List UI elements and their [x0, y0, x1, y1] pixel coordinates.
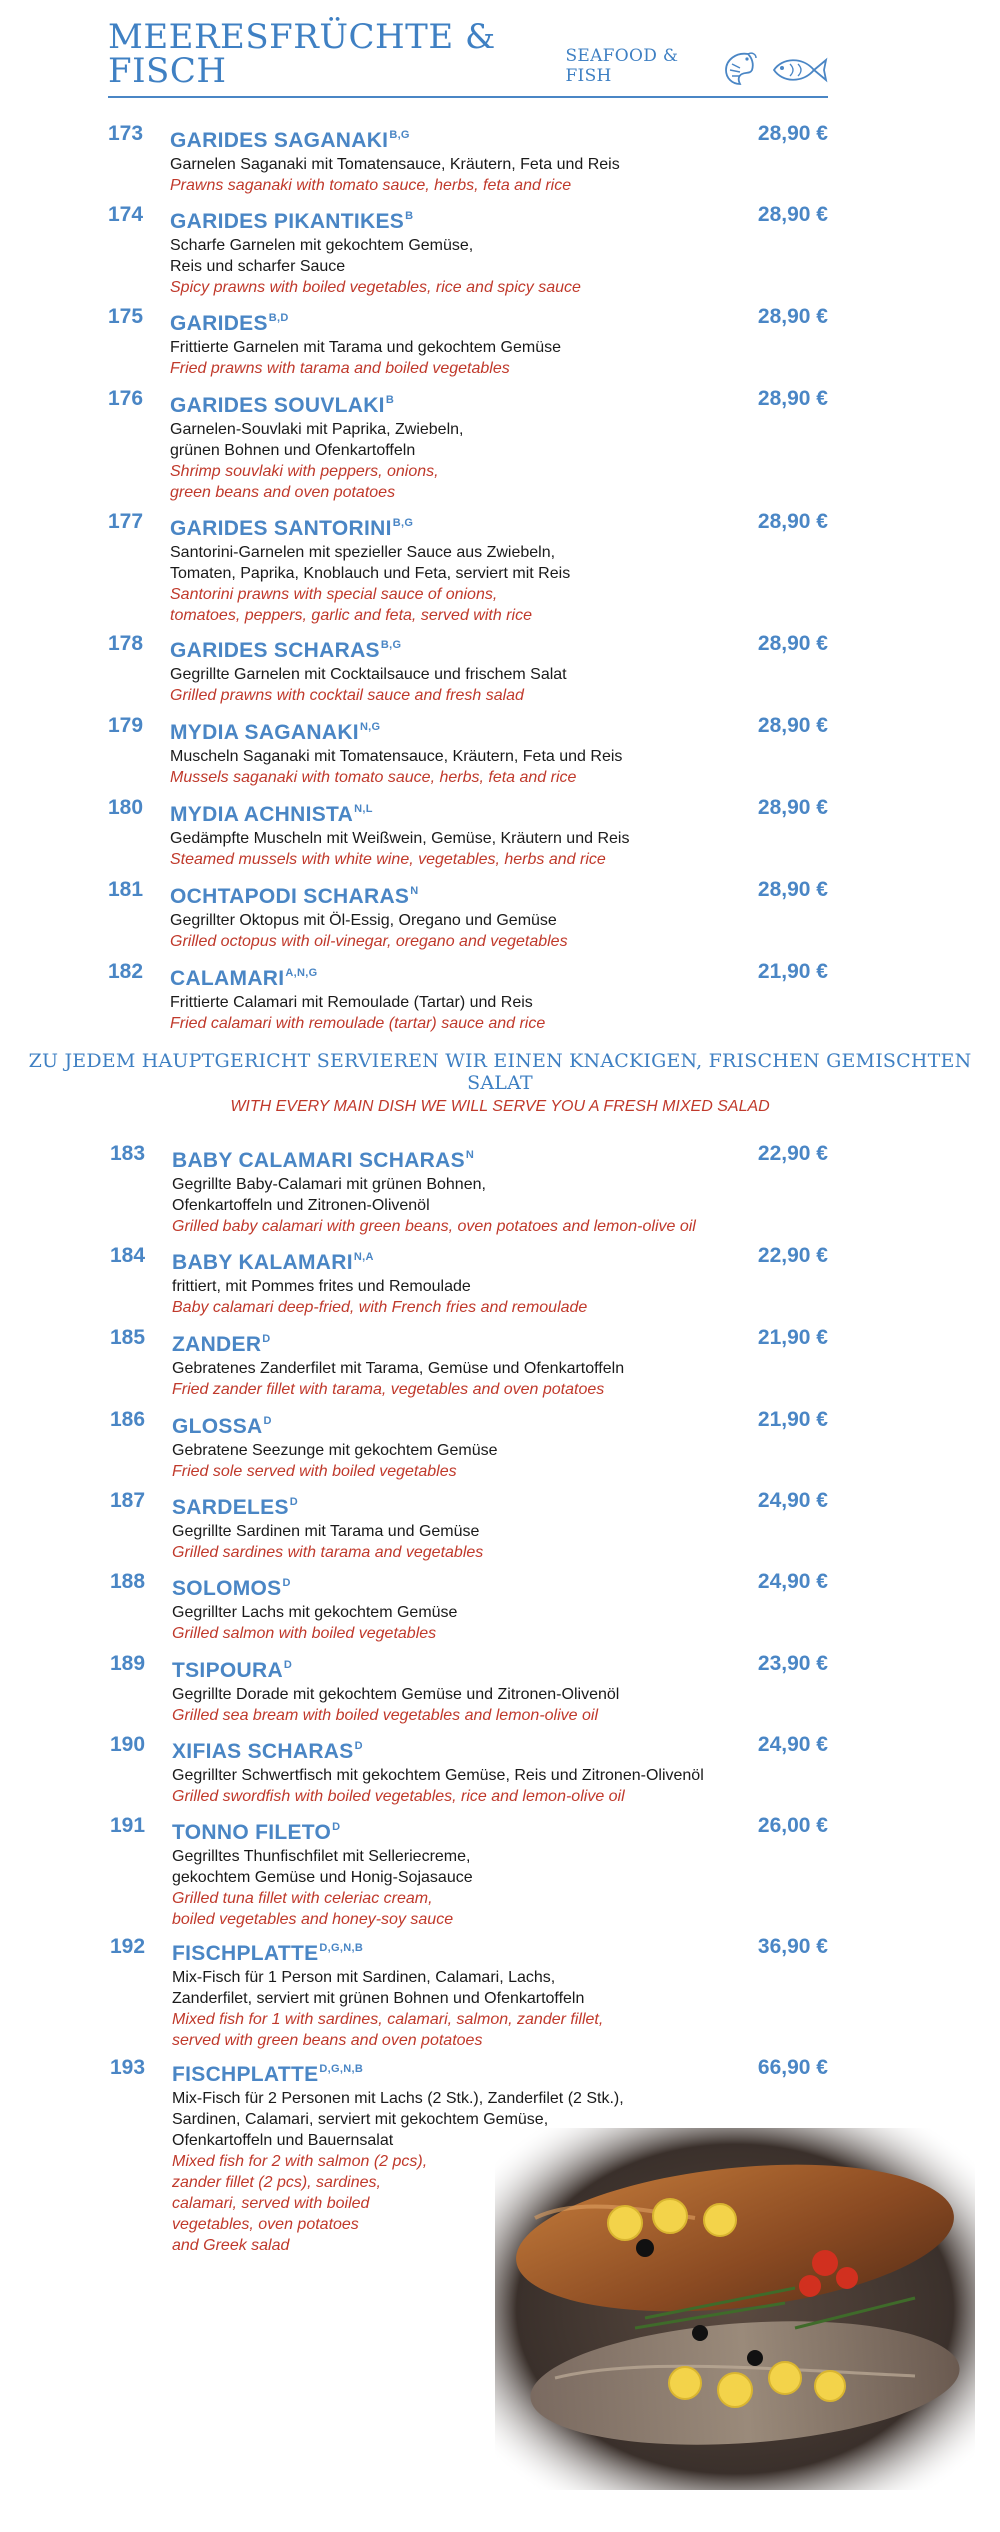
item-price: 66,90 € [757, 2056, 828, 2079]
allergen-codes: D [289, 1496, 299, 1508]
allergen-codes: D [332, 1821, 341, 1833]
item-description-en: Baby calamari deep-fried, with French fries and remoulade [172, 1299, 588, 1316]
item-description-de: Muscheln Saganaki mit Tomatensauce, Kräutern, Feta und Reis [170, 748, 623, 765]
item-description-en: and Greek salad [172, 2237, 290, 2254]
allergen-codes: D [262, 1333, 271, 1345]
item-description-en: Fried prawns with tarama and boiled vegetables [170, 360, 510, 377]
item-number: 193 [110, 2056, 146, 2079]
item-description-de: Mix-Fisch für 1 Person mit Sardinen, Calamari, Lachs, [172, 1969, 556, 1986]
item-name: GARIDES PIKANTIKES [170, 210, 405, 233]
item-name: ZANDER [172, 1333, 262, 1356]
item-name: BABY KALAMARI [172, 1251, 353, 1274]
item-price: 28,90 € [757, 878, 828, 901]
item-price: 26,00 € [757, 1814, 828, 1837]
item-description-en: Grilled swordfish with boiled vegetables, rice and lemon-olive oil [172, 1788, 625, 1805]
item-description-en: Spicy prawns with boiled vegetables, rice and spicy sauce [170, 279, 581, 296]
allergen-codes: N,L [354, 803, 373, 815]
item-description-en: Grilled octopus with oil-vinegar, oregano and vegetables [170, 933, 568, 950]
item-description-de: Frittierte Garnelen mit Tarama und gekochtem Gemüse [170, 339, 561, 356]
item-number: 179 [108, 714, 144, 737]
item-description-de: Gebratenes Zanderfilet mit Tarama, Gemüse und Ofenkartoffeln [172, 1360, 625, 1377]
item-description-de: Gegrillter Lachs mit gekochtem Gemüse [172, 1604, 458, 1621]
item-name: BABY CALAMARI SCHARAS [172, 1149, 465, 1172]
menu-header [108, 17, 828, 98]
allergen-codes: N [465, 1149, 475, 1161]
item-number: 173 [108, 122, 144, 145]
allergen-codes: D,G,N,B [319, 2063, 364, 2075]
item-description-de: Gegrillter Oktopus mit Öl-Essig, Oregano und Gemüse [170, 912, 557, 929]
item-name: OCHTAPODI SCHARAS [170, 885, 410, 908]
allergen-codes: B [385, 394, 395, 406]
item-price: 21,90 € [757, 1326, 828, 1349]
item-price: 28,90 € [757, 632, 828, 655]
allergen-codes: D [354, 1740, 363, 1752]
item-description-de: Gegrillte Dorade mit gekochtem Gemüse und Zitronen-Olivenöl [172, 1686, 620, 1703]
item-description-de: Gegrilltes Thunfischfilet mit Selleriecreme, [172, 1848, 471, 1865]
item-name: SARDELES [172, 1496, 289, 1519]
item-number: 176 [108, 387, 144, 410]
allergen-codes: B,D [268, 312, 289, 324]
item-description-en: Mixed fish for 1 with sardines, calamari, salmon, zander fillet, [172, 2011, 604, 2028]
section-subtitle: SEAFOOD & FISH [565, 46, 679, 86]
item-description-de: Sardinen, Calamari, serviert mit gekochtem Gemüse, [172, 2111, 549, 2128]
item-price: 22,90 € [757, 1142, 828, 1165]
item-description-en: Fried sole served with boiled vegetables [172, 1463, 457, 1480]
item-description-en: vegetables, oven potatoes [172, 2216, 359, 2233]
allergen-codes: D [263, 1415, 272, 1427]
salad-notice-en: WITH EVERY MAIN DISH WE WILL SERVE YOU A FRESH MIXED SALAD [230, 1098, 770, 1115]
item-description-en: Grilled baby calamari with green beans, oven potatoes and lemon-olive oil [172, 1218, 696, 1235]
item-description-de: gekochtem Gemüse und Honig-Sojasauce [172, 1869, 473, 1886]
item-name: SOLOMOS [172, 1577, 282, 1600]
allergen-codes: N,G [359, 721, 381, 733]
item-description-de: Gebratene Seezunge mit gekochtem Gemüse [172, 1442, 498, 1459]
item-description-en: calamari, served with boiled [172, 2195, 370, 2212]
item-number: 174 [108, 203, 144, 226]
item-name: GLOSSA [172, 1415, 263, 1438]
item-description-en: Grilled salmon with boiled vegetables [172, 1625, 437, 1642]
item-number: 184 [110, 1244, 146, 1267]
item-name: XIFIAS SCHARAS [172, 1740, 354, 1763]
header-icons [718, 50, 828, 88]
allergen-codes: D [282, 1577, 291, 1589]
allergen-codes: B,G [380, 639, 402, 651]
item-name: GARIDES SAGANAKI [170, 129, 389, 152]
item-description-de: Gegrillte Sardinen mit Tarama und Gemüse [172, 1523, 480, 1540]
allergen-codes: B,G [389, 129, 410, 141]
item-number: 182 [108, 960, 144, 983]
fish-platter-photo [495, 2128, 975, 2490]
item-description-de: Garnelen-Souvlaki mit Paprika, Zwiebeln, [170, 421, 464, 438]
item-description-en: Shrimp souvlaki with peppers, onions, [170, 463, 439, 480]
item-description-en: Prawns saganaki with tomato sauce, herbs, feta and rice [170, 177, 572, 194]
item-price: 23,90 € [757, 1652, 828, 1675]
salad-notice-de: ZU JEDEM HAUPTGERICHT SERVIEREN WIR EINEN KNACKIGEN, FRISCHEN GEMISCHTEN SALAT [28, 1050, 972, 1094]
item-price: 28,90 € [757, 714, 828, 737]
item-name: FISCHPLATTE [172, 1942, 319, 1965]
item-description-de: Ofenkartoffeln und Zitronen-Olivenöl [172, 1197, 430, 1214]
item-number: 191 [110, 1814, 146, 1837]
item-name: MYDIA SAGANAKI [170, 721, 359, 744]
item-description-en: Fried calamari with remoulade (tartar) sauce and rice [170, 1015, 546, 1032]
item-price: 28,90 € [757, 305, 828, 328]
item-description-de: grünen Bohnen und Ofenkartoffeln [170, 442, 416, 459]
item-number: 180 [108, 796, 144, 819]
item-price: 21,90 € [757, 1408, 828, 1431]
item-number: 185 [110, 1326, 146, 1349]
item-description-de: Santorini-Garnelen mit spezieller Sauce aus Zwiebeln, [170, 544, 556, 561]
item-number: 175 [108, 305, 144, 328]
item-price: 28,90 € [757, 796, 828, 819]
item-price: 28,90 € [757, 203, 828, 226]
allergen-codes: B [405, 210, 414, 222]
item-description-en: green beans and oven potatoes [170, 484, 396, 501]
item-description-de: frittiert, mit Pommes frites und Remoulade [172, 1278, 471, 1295]
item-number: 188 [110, 1570, 146, 1593]
salad-notice [0, 1050, 1000, 1116]
item-description-en: Grilled tuna fillet with celeriac cream, [172, 1890, 433, 1907]
item-name: MYDIA ACHNISTA [170, 803, 354, 826]
item-description-en: served with green beans and oven potatoes [172, 2032, 483, 2049]
item-name: CALAMARI [170, 967, 285, 990]
item-number: 178 [108, 632, 144, 655]
item-number: 187 [110, 1489, 146, 1512]
section-title: MEERESFRÜCHTE & FISCH [108, 17, 496, 91]
allergen-codes: A,N,G [285, 967, 318, 979]
item-description-de: Reis und scharfer Sauce [170, 258, 346, 275]
item-price: 21,90 € [757, 960, 828, 983]
item-number: 192 [110, 1935, 146, 1958]
item-description-en: Grilled sea bream with boiled vegetables and lemon-olive oil [172, 1707, 599, 1724]
item-number: 181 [108, 878, 144, 901]
item-description-en: Mussels saganaki with tomato sauce, herbs, feta and rice [170, 769, 577, 786]
item-number: 183 [110, 1142, 146, 1165]
item-price: 28,90 € [757, 122, 828, 145]
item-description-de: Gegrillte Garnelen mit Cocktailsauce und frischem Salat [170, 666, 567, 683]
item-description-en: zander fillet (2 pcs), sardines, [172, 2174, 381, 2191]
item-description-en: Mixed fish for 2 with salmon (2 pcs), [172, 2153, 428, 2170]
item-description-en: boiled vegetables and honey-soy sauce [172, 1911, 454, 1928]
item-price: 28,90 € [757, 387, 828, 410]
item-name: GARIDES [170, 312, 268, 335]
item-price: 22,90 € [757, 1244, 828, 1267]
fish-icon [768, 52, 828, 88]
allergen-codes: N,A [353, 1251, 374, 1263]
item-number: 186 [110, 1408, 146, 1431]
allergen-codes: D [283, 1659, 293, 1671]
item-description-en: Fried zander fillet with tarama, vegetables and oven potatoes [172, 1381, 605, 1398]
item-name: GARIDES SOUVLAKI [170, 394, 385, 417]
item-description-de: Frittierte Calamari mit Remoulade (Tartar) und Reis [170, 994, 533, 1011]
item-name: TSIPOURA [172, 1659, 283, 1682]
item-number: 190 [110, 1733, 146, 1756]
item-description-de: Ofenkartoffeln und Bauernsalat [172, 2132, 394, 2149]
item-description-en: Grilled prawns with cocktail sauce and fresh salad [170, 687, 524, 704]
item-price: 24,90 € [757, 1489, 828, 1512]
item-description-en: Steamed mussels with white wine, vegetables, herbs and rice [170, 851, 606, 868]
item-name: FISCHPLATTE [172, 2063, 319, 2086]
item-price: 28,90 € [757, 510, 828, 533]
item-description-en: tomatoes, peppers, garlic and feta, served with rice [170, 607, 532, 624]
item-price: 24,90 € [757, 1733, 828, 1756]
item-description-de: Gedämpfte Muscheln mit Weißwein, Gemüse, Kräutern und Reis [170, 830, 630, 847]
item-description-de: Zanderfilet, serviert mit grünen Bohnen und Ofenkartoffeln [172, 1990, 585, 2007]
allergen-codes: D,G,N,B [319, 1942, 364, 1954]
item-description-de: Garnelen Saganaki mit Tomatensauce, Kräutern, Feta und Reis [170, 156, 620, 173]
item-name: GARIDES SANTORINI [170, 517, 392, 540]
item-number: 189 [110, 1652, 146, 1675]
item-description-de: Tomaten, Paprika, Knoblauch und Feta, serviert mit Reis [170, 565, 571, 582]
item-price: 24,90 € [757, 1570, 828, 1593]
item-number: 177 [108, 510, 144, 533]
item-description-en: Grilled sardines with tarama and vegetables [172, 1544, 484, 1561]
item-description-de: Mix-Fisch für 2 Personen mit Lachs (2 Stk.), Zanderfilet (2 Stk.), [172, 2090, 624, 2107]
allergen-codes: N [410, 885, 419, 897]
item-description-de: Gegrillter Schwertfisch mit gekochtem Gemüse, Reis und Zitronen-Olivenöl [172, 1767, 704, 1784]
item-name: TONNO FILETO [172, 1821, 332, 1844]
item-description-en: Santorini prawns with special sauce of onions, [170, 586, 498, 603]
item-price: 36,90 € [757, 1935, 828, 1958]
shrimp-icon [718, 50, 758, 88]
item-name: GARIDES SCHARAS [170, 639, 380, 662]
allergen-codes: B,G [392, 517, 414, 529]
item-description-de: Gegrillte Baby-Calamari mit grünen Bohnen, [172, 1176, 486, 1193]
item-description-de: Scharfe Garnelen mit gekochtem Gemüse, [170, 237, 474, 254]
